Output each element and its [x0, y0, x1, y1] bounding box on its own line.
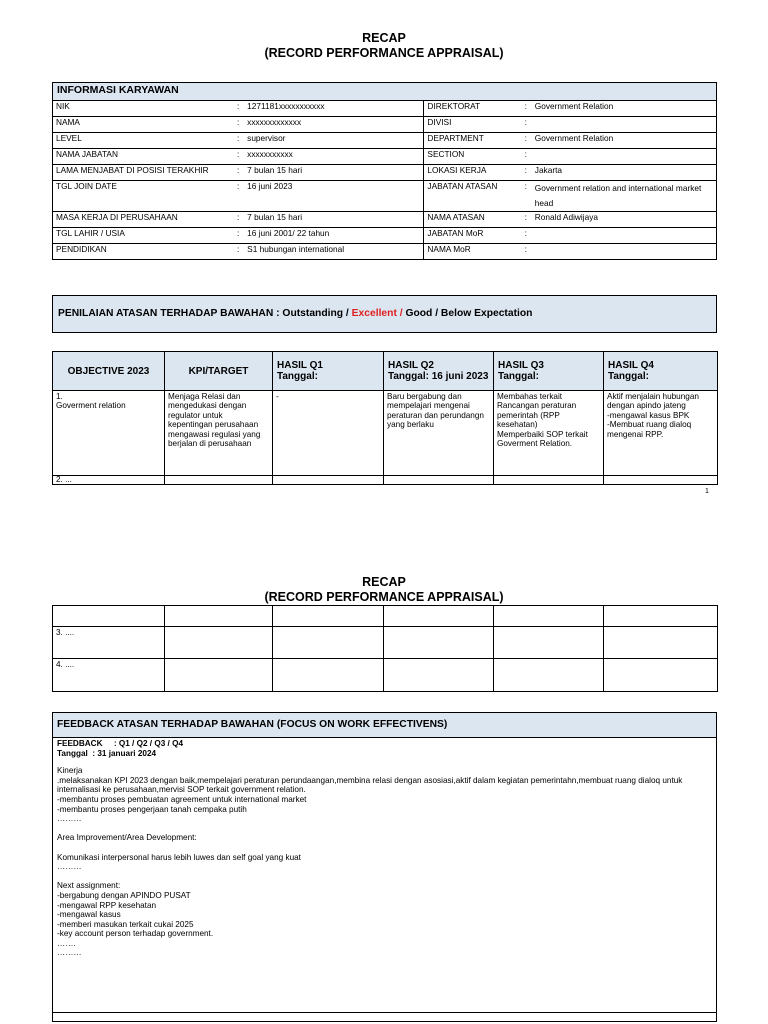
- empty-cell: [494, 476, 604, 485]
- employee-info-row: [53, 117, 717, 133]
- info-colon: :: [232, 133, 244, 149]
- objective-header: OBJECTIVE 2023: [53, 352, 165, 391]
- info-value: [532, 244, 717, 260]
- employee-info-row: [53, 228, 717, 244]
- feedback-box: [52, 737, 717, 1013]
- kpi-table-continued: [52, 605, 718, 692]
- info-label: LEVEL: [53, 133, 233, 149]
- page-subtitle: (RECORD PERFORMANCE APPRAISAL): [264, 46, 504, 60]
- info-value: xxxxxxxxxxx: [244, 149, 424, 165]
- info-value: 7 bulan 15 hari: [244, 212, 424, 228]
- employee-info-row: [53, 133, 717, 149]
- q1-header: HASIL Q1 Tanggal:: [273, 352, 384, 391]
- empty-cell: [273, 659, 384, 692]
- rating-options-rest: Good / Below Expectation: [402, 308, 533, 319]
- q2-header: HASIL Q2 Tanggal: 16 juni 2023: [384, 352, 494, 391]
- empty-cell: [273, 476, 384, 485]
- empty-cell: [384, 476, 494, 485]
- kpi-header: KPI/TARGET: [165, 352, 273, 391]
- info-value: [532, 149, 717, 165]
- info-colon: :: [232, 165, 244, 181]
- employee-info-row: [53, 165, 717, 181]
- info-label: NAMA: [53, 117, 233, 133]
- info-colon: :: [232, 117, 244, 133]
- empty-cell: [604, 606, 718, 627]
- info-label: JABATAN MoR: [424, 228, 520, 244]
- q2-cell: Baru bergabung dan mempelajari mengenai peraturan dan perundangn yang berlaku: [384, 391, 494, 476]
- info-colon: :: [232, 212, 244, 228]
- feedback-quarters: FEEDBACK : Q1 / Q2 / Q3 / Q4: [57, 739, 184, 748]
- objective-cell: 2. ...: [53, 476, 165, 485]
- page-title: RECAP: [362, 31, 406, 45]
- employee-info-table: [52, 100, 717, 260]
- page-number: 1: [705, 488, 709, 495]
- info-value: S1 hubungan international: [244, 244, 424, 260]
- empty-cell: [604, 659, 718, 692]
- info-colon: :: [520, 212, 532, 228]
- empty-cell: [53, 606, 165, 627]
- q3-header: HASIL Q3 Tanggal:: [494, 352, 604, 391]
- info-colon: :: [520, 133, 532, 149]
- info-colon: :: [232, 181, 244, 212]
- info-colon: :: [232, 101, 244, 117]
- empty-cell: [165, 659, 273, 692]
- empty-cell: [494, 627, 604, 659]
- info-label: DEPARTMENT: [424, 133, 520, 149]
- q1-cell: -: [273, 391, 384, 476]
- info-value: xxxxxxxxxxxxx: [244, 117, 424, 133]
- info-value: [532, 117, 717, 133]
- objective-cell: 4. ....: [53, 659, 165, 692]
- kpi-table: [52, 351, 718, 485]
- info-colon: :: [520, 244, 532, 260]
- empty-cell: [384, 606, 494, 627]
- empty-cell: [384, 627, 494, 659]
- info-value: Government Relation: [532, 101, 717, 117]
- info-label: MASA KERJA DI PERUSAHAAN: [53, 212, 233, 228]
- employee-info-row: [53, 212, 717, 228]
- employee-info-row: [53, 149, 717, 165]
- info-label: NAMA ATASAN: [424, 212, 520, 228]
- q4-cell: Aktif menjalain hubungan dengan apindo jateng -mengawal kasus BPK -Membuat ruang dialoq mengenai RPP.: [604, 391, 718, 476]
- info-label: LAMA MENJABAT DI POSISI TERAKHIR: [53, 165, 233, 181]
- info-colon: :: [520, 101, 532, 117]
- employee-info-row: [53, 244, 717, 260]
- info-label: SECTION: [424, 149, 520, 165]
- info-label: NAMA MoR: [424, 244, 520, 260]
- info-label: NAMA JABATAN: [53, 149, 233, 165]
- employee-info-header: INFORMASI KARYAWAN: [52, 82, 717, 100]
- empty-cell: [384, 659, 494, 692]
- empty-cell: [273, 627, 384, 659]
- rating-box: [52, 295, 717, 333]
- info-colon: :: [232, 228, 244, 244]
- info-label: DIREKTORAT: [424, 101, 520, 117]
- info-value: Government relation and international market head: [532, 181, 717, 212]
- info-label: NIK: [53, 101, 233, 117]
- info-label: DIVISI: [424, 117, 520, 133]
- info-value: Government Relation: [532, 133, 717, 149]
- empty-cell: [494, 606, 604, 627]
- info-label: PENDIDIKAN: [53, 244, 233, 260]
- info-label: LOKASI KERJA: [424, 165, 520, 181]
- info-value: 1271181xxxxxxxxxxx: [244, 101, 424, 117]
- employee-info-row: [53, 101, 717, 117]
- info-colon: :: [232, 149, 244, 165]
- info-label: TGL LAHIR / USIA: [53, 228, 233, 244]
- empty-cell: [604, 627, 718, 659]
- info-value: Ronald Adiwijaya: [532, 212, 717, 228]
- info-colon: :: [520, 165, 532, 181]
- info-label: TGL JOIN DATE: [53, 181, 233, 212]
- rating-options: PENILAIAN ATASAN TERHADAP BAWAHAN : Outstanding /: [58, 308, 352, 319]
- info-colon: :: [520, 149, 532, 165]
- info-colon: :: [232, 244, 244, 260]
- info-colon: :: [520, 117, 532, 133]
- feedback-footer-row: [52, 1012, 717, 1022]
- empty-cell: [165, 606, 273, 627]
- info-value: supervisor: [244, 133, 424, 149]
- empty-cell: [165, 627, 273, 659]
- employee-info-row: [53, 181, 717, 212]
- empty-cell: [165, 476, 273, 485]
- info-colon: :: [520, 181, 532, 212]
- info-value: [532, 228, 717, 244]
- objective-cell: 1. Goverment relation: [53, 391, 165, 476]
- feedback-header: FEEDBACK ATASAN TERHADAP BAWAHAN (FOCUS ON WORK EFFECTIVENS): [52, 712, 717, 738]
- rating-selected: Excellent /: [351, 308, 403, 319]
- q4-header: HASIL Q4 Tanggal:: [604, 352, 718, 391]
- empty-cell: [494, 659, 604, 692]
- feedback-date: Tanggal : 31 januari 2024: [57, 748, 157, 758]
- info-label: JABATAN ATASAN: [424, 181, 520, 212]
- info-value: Jakarta: [532, 165, 717, 181]
- info-value: 16 juni 2023: [244, 181, 424, 212]
- info-colon: :: [520, 228, 532, 244]
- page-subtitle: (RECORD PERFORMANCE APPRAISAL): [264, 590, 504, 604]
- q3-cell: Membahas terkait Rancangan peraturan pemerintah (RPP kesehatan) Memperbaiki SOP terkait Goverment Relation.: [494, 391, 604, 476]
- feedback-body: Kinerja .melaksanakan KPI 2023 dengan baik,mempelajari peraturan perundaangan,membina relasi dengan asosiasi,aktif dalam kegiatan pemerintahn,membuat ruang dialoq untuk internalisasi ke perusahaan,mervisi SOP terkait government relation. -membantu proses pembuatan agreement untuk international market -membantu proses pengerjaan tanah cempaka putih ……… Area Improvement/Area Development: Komunikasi interpersonal harus lebih luwes dan self goal yang kuat ……… Next assignment: -bergabung dengan APINDO PUSAT -mengawal RPP kesehatan -mengawal kasus -memberi masukan terkait cukai 2025 -key account person terhadap government. ……. ………: [57, 766, 683, 958]
- info-value: 16 juni 2001/ 22 tahun: [244, 228, 424, 244]
- objective-cell: 3. ....: [53, 627, 165, 659]
- page-title: RECAP: [362, 575, 406, 589]
- kpi-cell: Menjaga Relasi dan mengedukasi dengan regulator untuk kepentingan perusahaan mengawasi regulasi yang berjalan di perusahaan: [165, 391, 273, 476]
- info-value: 7 bulan 15 hari: [244, 165, 424, 181]
- empty-cell: [604, 476, 718, 485]
- empty-cell: [273, 606, 384, 627]
